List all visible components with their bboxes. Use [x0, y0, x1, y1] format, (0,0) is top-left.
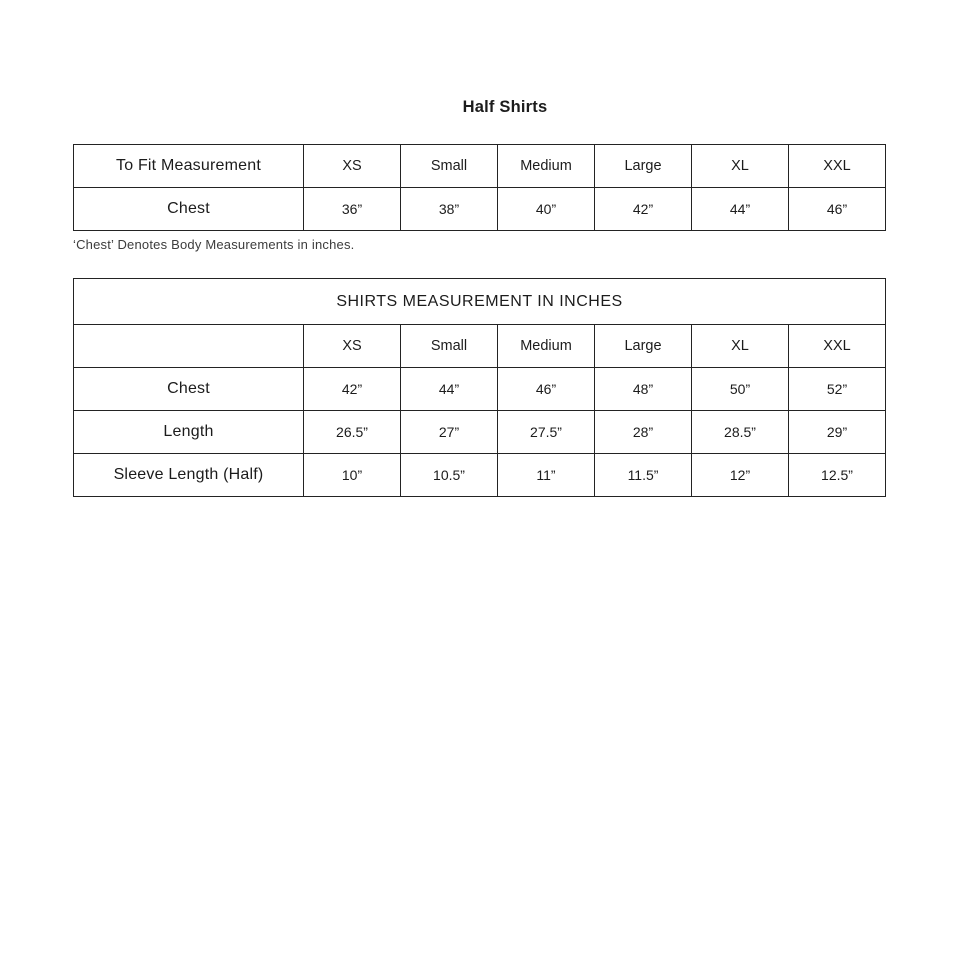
value-cell: 44” — [401, 368, 498, 411]
shirt-table-length-row — [74, 411, 886, 454]
row-label-chest: Chest — [74, 368, 304, 411]
size-header-xl: XL — [692, 325, 789, 368]
value-cell: 46” — [789, 188, 886, 231]
column-header-to-fit-measurement: To Fit Measurement — [74, 145, 304, 188]
value-cell: 10” — [304, 454, 401, 497]
column-header-medium: Medium — [498, 145, 595, 188]
value-cell: 28” — [595, 411, 692, 454]
shirt-table-title: SHIRTS MEASUREMENT IN INCHES — [74, 279, 886, 325]
column-header-xxl: XXL — [789, 145, 886, 188]
value-cell: 12” — [692, 454, 789, 497]
value-cell: 38” — [401, 188, 498, 231]
shirts-measurement-table — [73, 278, 886, 497]
size-header-medium: Medium — [498, 325, 595, 368]
fit-measurement-table — [73, 144, 886, 231]
value-cell: 42” — [304, 368, 401, 411]
value-cell: 50” — [692, 368, 789, 411]
value-cell: 26.5” — [304, 411, 401, 454]
column-header-small: Small — [401, 145, 498, 188]
value-cell: 27.5” — [498, 411, 595, 454]
row-label-chest: Chest — [74, 188, 304, 231]
value-cell: 11.5” — [595, 454, 692, 497]
value-cell: 10.5” — [401, 454, 498, 497]
value-cell: 48” — [595, 368, 692, 411]
size-header-xs: XS — [304, 325, 401, 368]
value-cell: 52” — [789, 368, 886, 411]
shirt-table-sleeve-row — [74, 454, 886, 497]
shirt-table-title-row — [74, 279, 886, 325]
column-header-large: Large — [595, 145, 692, 188]
value-cell: 40” — [498, 188, 595, 231]
shirt-table-size-row — [74, 325, 886, 368]
size-header-xxl: XXL — [789, 325, 886, 368]
value-cell: 27” — [401, 411, 498, 454]
shirt-table-chest-row — [74, 368, 886, 411]
value-cell: 29” — [789, 411, 886, 454]
chest-note: ‘Chest’ Denotes Body Measurements in inches. — [73, 237, 355, 252]
page-title: Half Shirts — [462, 98, 548, 116]
size-header-large: Large — [595, 325, 692, 368]
row-label-sleeve-length-half: Sleeve Length (Half) — [74, 454, 304, 497]
value-cell: 36” — [304, 188, 401, 231]
row-label-length: Length — [74, 411, 304, 454]
value-cell: 11” — [498, 454, 595, 497]
column-header-xl: XL — [692, 145, 789, 188]
value-cell: 12.5” — [789, 454, 886, 497]
column-header-xs: XS — [304, 145, 401, 188]
value-cell: 28.5” — [692, 411, 789, 454]
value-cell: 44” — [692, 188, 789, 231]
size-header-small: Small — [401, 325, 498, 368]
fit-table-chest-row — [74, 188, 886, 231]
value-cell: 46” — [498, 368, 595, 411]
empty-cell — [74, 325, 304, 368]
value-cell: 42” — [595, 188, 692, 231]
fit-table-header-row — [74, 145, 886, 188]
